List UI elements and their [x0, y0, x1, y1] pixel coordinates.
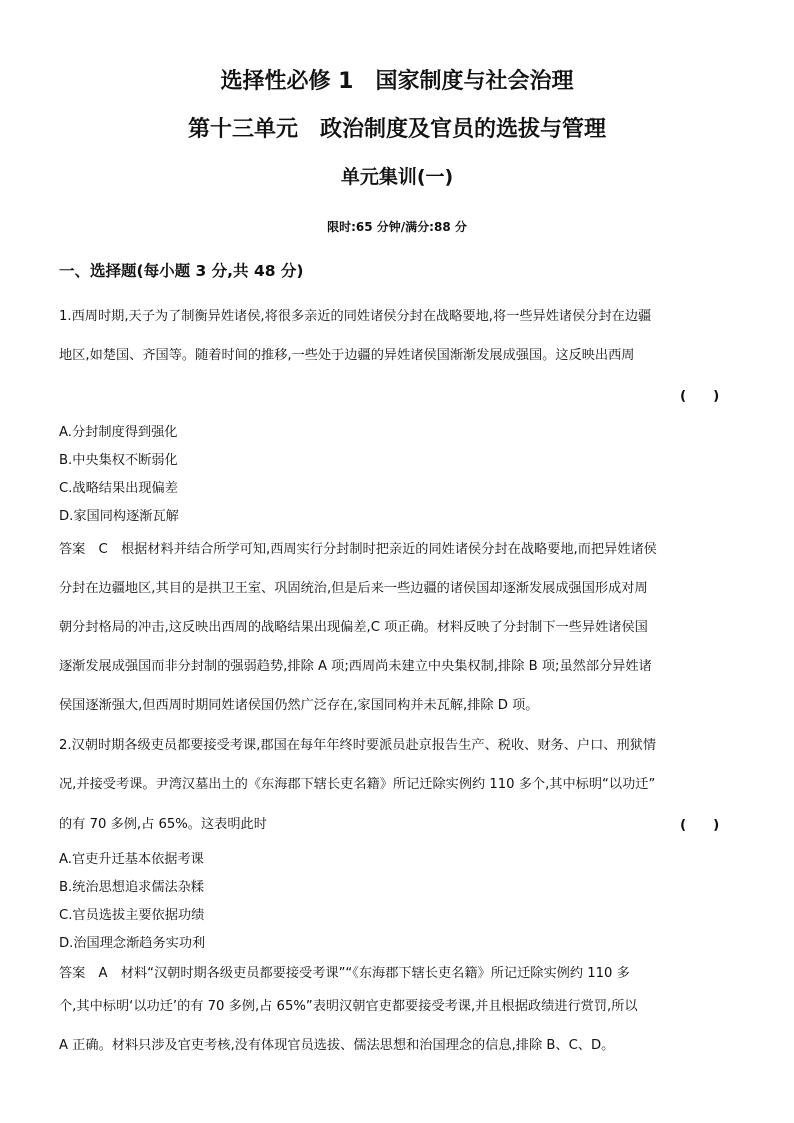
q2-stem-line: 况,并接受考课。尹湾汉墓出土的《东海郡下辖长吏名籍》所记迁除实例约 110 多个,其中标明“以功迁” [59, 777, 656, 792]
q1-option-d: D.家国同构逐渐瓦解 [59, 509, 179, 524]
q1-answer-line: 逐渐发展成强国而非分封制的强弱趋势,排除 A 项;西周尚未建立中央集权制,排除 B 项;虽然部分异姓诸 [59, 659, 652, 674]
time-score-limit: 限时:65 分钟/满分:88 分 [327, 220, 467, 234]
q2-answer-line: 个,其中标明‘以功迁’的有 70 多例,占 65%”表明汉朝官吏都要接受考课,并且根据政绩进行赏罚,所以 [59, 999, 638, 1014]
set-title: 单元集训(一) [340, 166, 454, 188]
q2-stem-line: 2.汉朝时期各级吏员都要接受考课,郡国在每年年终时要派员赴京报告生产、税收、财务、户口、刑狱情 [59, 738, 657, 753]
q2-answer-blank: ( ) [680, 817, 720, 833]
unit-title: 第十三单元 政治制度及官员的选拔与管理 [187, 117, 606, 142]
book-title: 选择性必修 1 国家制度与社会治理 [220, 69, 574, 94]
section-title: 一、选择题(每小题 3 分,共 48 分) [59, 262, 304, 280]
q1-answer-line: 分封在边疆地区,其目的是拱卫王室、巩固统治,但是后来一些边疆的诸侯国却逐渐发展成强国形成对周 [59, 581, 648, 596]
q2-option-d: D.治国理念渐趋务实功利 [59, 936, 206, 951]
q1-answer-line: 朝分封格局的冲击,这反映出西周的战略结果出现偏差,C 项正确。材料反映了分封制下一些异姓诸侯国 [59, 620, 648, 635]
q1-option-a: A.分封制度得到强化 [59, 425, 178, 440]
q1-answer-line: 侯国逐渐强大,但西周时期同姓诸侯国仍然广泛存在,家国同构并未瓦解,排除 D 项。 [59, 698, 539, 713]
q1-answer-line: 答案 C 根据材料并结合所学可知,西周实行分封制时把亲近的同姓诸侯分封在战略要地,而把异姓诸侯 [59, 542, 657, 557]
q1-stem-line: 1.西周时期,天子为了制衡异姓诸侯,将很多亲近的同姓诸侯分封在战略要地,将一些异姓诸侯分封在边疆 [59, 309, 652, 324]
q2-option-b: B.统治思想追求儒法杂糅 [59, 880, 205, 895]
q2-stem-line: 的有 70 多例,占 65%。这表明此时 [59, 817, 267, 832]
q1-stem-line: 地区,如楚国、齐国等。随着时间的推移,一些处于边疆的异姓诸侯国渐渐发展成强国。这反映出西周 [59, 348, 635, 363]
q2-answer-line: 答案 A 材料“汉朝时期各级吏员都要接受考课”“《东海郡下辖长吏名籍》所记迁除实例约 110 多 [59, 966, 630, 981]
q2-option-a: A.官吏升迁基本依据考课 [59, 852, 204, 867]
q1-option-b: B.中央集权不断弱化 [59, 453, 178, 468]
q2-answer-line: A 正确。材料只涉及官吏考核,没有体现官员选拔、儒法思想和治国理念的信息,排除 B、C、D。 [59, 1038, 615, 1053]
q1-answer-blank: ( ) [680, 388, 720, 404]
q2-option-c: C.官员选拔主要依据功绩 [59, 908, 205, 923]
q1-option-c: C.战略结果出现偏差 [59, 481, 178, 496]
